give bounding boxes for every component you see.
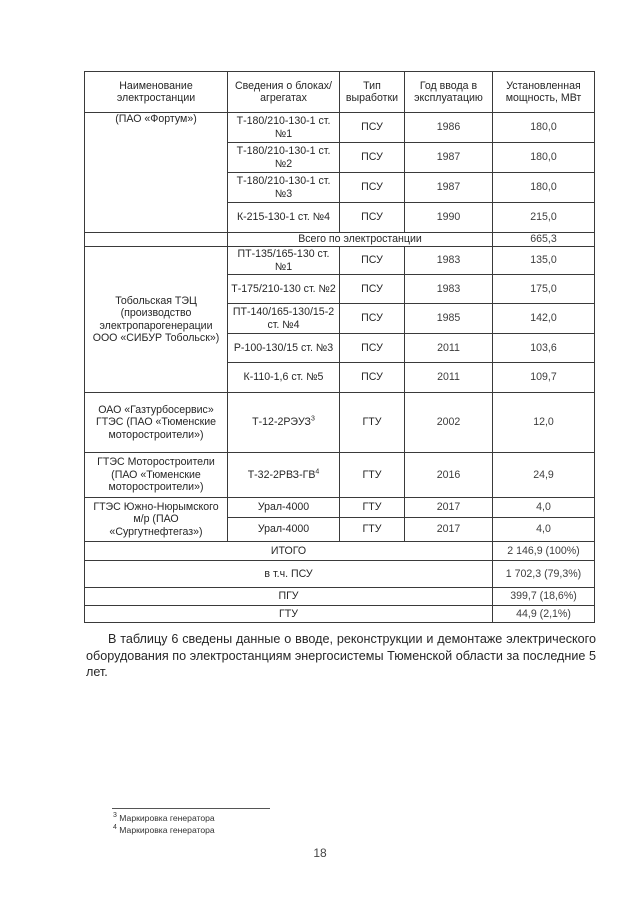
- station-total-label: Всего по электростанции: [228, 233, 493, 247]
- type-cell: ГТУ: [340, 453, 405, 498]
- capacity-cell: 24,9: [493, 453, 595, 498]
- summary-label: в т.ч. ПСУ: [85, 561, 493, 588]
- summary-label: ПГУ: [85, 588, 493, 606]
- summary-row: [85, 561, 595, 588]
- year-cell: 1990: [405, 203, 493, 233]
- summary-row: [85, 606, 595, 623]
- year-cell: 2016: [405, 453, 493, 498]
- type-cell: ПСУ: [340, 363, 405, 393]
- footnote-ref: 3: [310, 415, 315, 423]
- station-name-south: ГТЭС Южно-Нюрымского м/р (ПАО «Сургутнефтегаз»): [85, 498, 228, 542]
- page-number: 18: [313, 846, 327, 860]
- unit-cell: Т-180/210-130-1 ст. №1: [228, 113, 340, 143]
- type-cell: ПСУ: [340, 247, 405, 275]
- type-cell: ГТУ: [340, 498, 405, 518]
- station-name-gazturbo: ОАО «Газтурбосервис» ГТЭС (ПАО «Тюменские моторостроители»): [85, 393, 228, 453]
- capacity-cell: 142,0: [493, 304, 595, 334]
- station-name-motor: ГТЭС Моторостроители (ПАО «Тюменские моторостроители»): [85, 453, 228, 498]
- summary-value: 44,9 (2,1%): [493, 606, 595, 623]
- footnote-text: Маркировка генератора: [119, 825, 215, 835]
- type-cell: ГТУ: [340, 393, 405, 453]
- year-cell: 1986: [405, 113, 493, 143]
- footnote-ref: 4: [315, 468, 320, 476]
- capacity-cell: 103,6: [493, 334, 595, 363]
- table-row: [85, 393, 595, 453]
- summary-value: 399,7 (18,6%): [493, 588, 595, 606]
- footnote-divider: [112, 808, 270, 809]
- unit-cell: Урал-4000: [228, 498, 340, 518]
- table-row: [85, 247, 595, 275]
- table-row: [85, 113, 595, 143]
- header-type: Тип выработки: [340, 72, 405, 113]
- type-cell: ГТУ: [340, 518, 405, 542]
- year-cell: 1987: [405, 143, 493, 173]
- type-cell: ПСУ: [340, 275, 405, 304]
- table-header-row: [85, 72, 595, 113]
- unit-cell: К-215-130-1 ст. №4: [228, 203, 340, 233]
- type-cell: ПСУ: [340, 143, 405, 173]
- year-cell: 1985: [405, 304, 493, 334]
- type-cell: ПСУ: [340, 304, 405, 334]
- unit-cell: Т-180/210-130-1 ст. №3: [228, 173, 340, 203]
- table-row: [85, 453, 595, 498]
- body-paragraph: [86, 631, 596, 681]
- summary-row: [85, 542, 595, 561]
- footnote-3: [113, 813, 215, 823]
- capacity-cell: 180,0: [493, 173, 595, 203]
- unit-cell: К-110-1,6 ст. №5: [228, 363, 340, 393]
- footnote-number: 4: [113, 824, 117, 832]
- unit-cell: [228, 453, 340, 498]
- empty-cell: [85, 233, 228, 247]
- summary-value: 1 702,3 (79,3%): [493, 561, 595, 588]
- station-total-value: 665,3: [493, 233, 595, 247]
- station-name-tobolsk: Тобольская ТЭЦ (производство электропарогенерации ООО «СИБУР Тобольск»): [85, 247, 228, 393]
- unit-cell: Р-100-130/15 ст. №3: [228, 334, 340, 363]
- year-cell: 1987: [405, 173, 493, 203]
- unit-cell: [228, 393, 340, 453]
- footnote-number: 3: [113, 812, 117, 820]
- capacity-cell: 135,0: [493, 247, 595, 275]
- summary-label: ИТОГО: [85, 542, 493, 561]
- power-plants-table: [84, 71, 595, 623]
- unit-label: Т-12-2РЭУЗ: [252, 416, 311, 429]
- paragraph-text: В таблицу 6 сведены данные о вводе, реконструкции и демонтаже электрического оборудования по электростанциям энергосистемы Тюменской области за последние 5 лет.: [86, 632, 596, 679]
- year-cell: 1983: [405, 275, 493, 304]
- year-cell: 2002: [405, 393, 493, 453]
- type-cell: ПСУ: [340, 113, 405, 143]
- capacity-cell: 109,7: [493, 363, 595, 393]
- summary-row: [85, 588, 595, 606]
- summary-value: 2 146,9 (100%): [493, 542, 595, 561]
- unit-label: Т-32-2РВЗ-ГВ: [247, 468, 316, 481]
- table-row: [85, 233, 595, 247]
- type-cell: ПСУ: [340, 334, 405, 363]
- unit-cell: Т-180/210-130-1 ст. №2: [228, 143, 340, 173]
- capacity-cell: 12,0: [493, 393, 595, 453]
- unit-cell: Т-175/210-130 ст. №2: [228, 275, 340, 304]
- station-name-fortum: (ПАО «Фортум»): [85, 113, 228, 233]
- year-cell: 1983: [405, 247, 493, 275]
- header-capacity: Установленная мощность, МВт: [493, 72, 595, 113]
- summary-label: ГТУ: [85, 606, 493, 623]
- year-cell: 2017: [405, 518, 493, 542]
- capacity-cell: 4,0: [493, 518, 595, 542]
- capacity-cell: 215,0: [493, 203, 595, 233]
- header-station: Наименование электростанции: [85, 72, 228, 113]
- footnote-4: [113, 825, 215, 835]
- footnote-text: Маркировка генератора: [119, 813, 215, 823]
- year-cell: 2011: [405, 363, 493, 393]
- type-cell: ПСУ: [340, 173, 405, 203]
- unit-cell: ПТ-140/165-130/15-2 ст. №4: [228, 304, 340, 334]
- capacity-cell: 180,0: [493, 113, 595, 143]
- unit-cell: ПТ-135/165-130 ст. №1: [228, 247, 340, 275]
- table-row: [85, 498, 595, 518]
- header-units: Сведения о блоках/ агрегатах: [228, 72, 340, 113]
- header-year: Год ввода в эксплуатацию: [405, 72, 493, 113]
- year-cell: 2011: [405, 334, 493, 363]
- year-cell: 2017: [405, 498, 493, 518]
- capacity-cell: 175,0: [493, 275, 595, 304]
- capacity-cell: 4,0: [493, 498, 595, 518]
- type-cell: ПСУ: [340, 203, 405, 233]
- unit-cell: Урал-4000: [228, 518, 340, 542]
- capacity-cell: 180,0: [493, 143, 595, 173]
